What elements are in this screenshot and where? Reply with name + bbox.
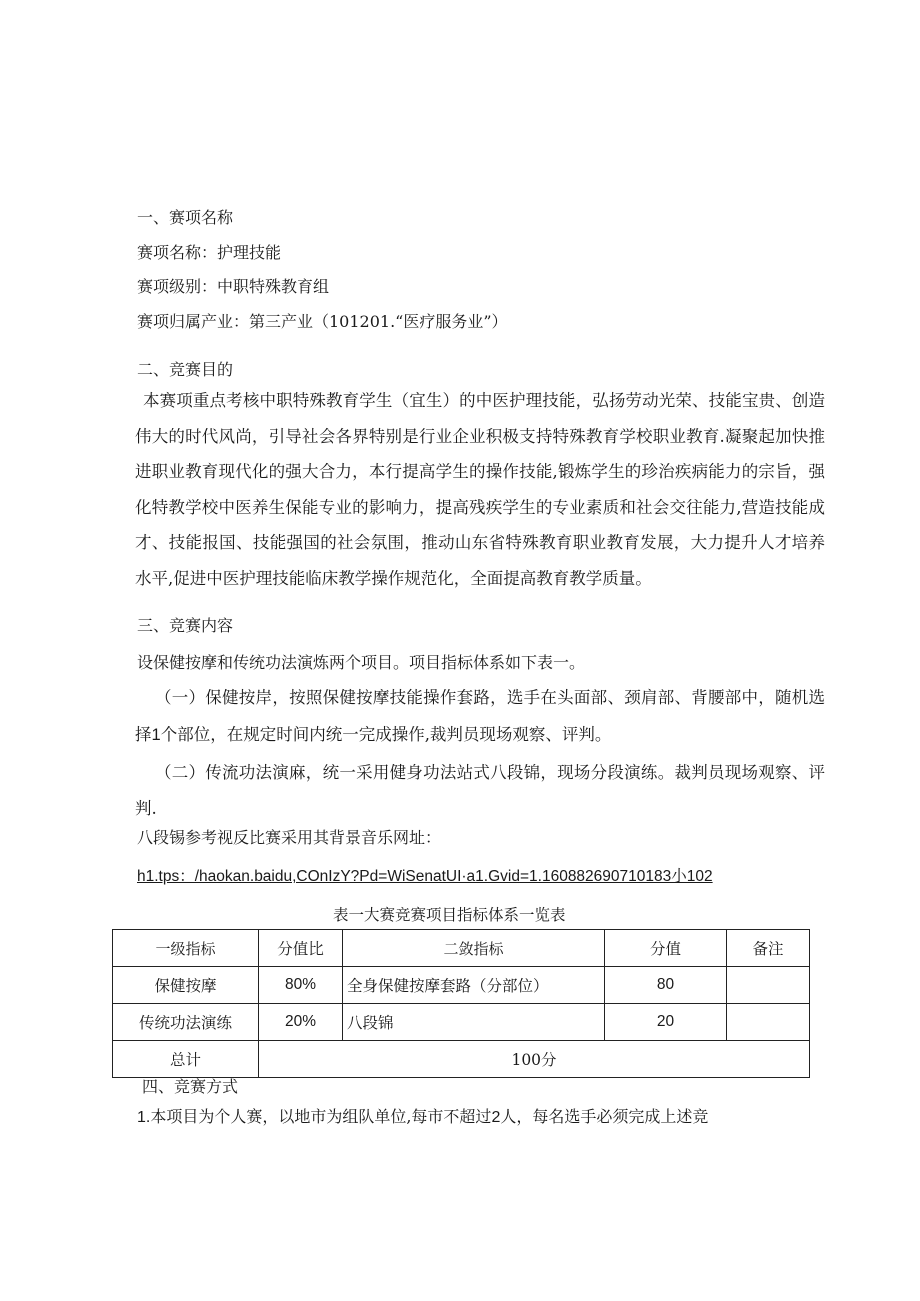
section3-item1 xyxy=(135,680,825,753)
item1-num: 1 xyxy=(151,725,161,744)
section2-heading: 二、竞赛目的 xyxy=(137,360,234,379)
table-cell xyxy=(727,967,810,1004)
table-cell xyxy=(727,1004,810,1041)
section4-item1-num2: 2 xyxy=(491,1109,501,1126)
table-cell: 20% xyxy=(259,1004,343,1041)
table-cell: 80 xyxy=(605,967,727,1004)
table-cell: 八段锦 xyxy=(343,1004,605,1041)
event-level-line: 赛项级别：中职特殊教育组 xyxy=(137,277,330,296)
header-cell: 备注 xyxy=(727,930,810,967)
table-cell: 80% xyxy=(259,967,343,1004)
header-cell: 二敛指标 xyxy=(343,930,605,967)
total-label: 总计 xyxy=(113,1041,259,1078)
section4-item1-text: 本项目为个人赛，以地市为组队单位,每市不超过 xyxy=(150,1107,492,1126)
music-url-link[interactable]: h1.tps：/haokan.baidu,COnIzY?Pd=WiSenatUI·a1.Gvid=1.160882690710183小102 xyxy=(137,868,713,885)
table-row xyxy=(113,1004,810,1041)
table-row xyxy=(113,967,810,1004)
item1-term: 保健按岸 xyxy=(205,689,273,707)
section4-item1 xyxy=(137,1107,708,1128)
section4-heading: 四、竞赛方式 xyxy=(142,1077,239,1096)
total-value: 100分 xyxy=(259,1041,810,1078)
section3-intro: 设保健按摩和传统功法演炼两个项目。项目指标体系如下表一。 xyxy=(137,653,586,672)
table-caption: 表一大赛竞赛项目指标体系一览表 xyxy=(333,906,566,924)
table-cell: 传统功法演练 xyxy=(113,1004,259,1041)
section4-item1-text2: 人，每名选手必须完成上述竞 xyxy=(500,1107,709,1126)
table-total-row xyxy=(113,1041,810,1078)
table-header-row xyxy=(113,930,810,967)
index-table xyxy=(112,929,810,1078)
event-name-line: 赛项名称：护理技能 xyxy=(137,243,282,262)
item1-text2: 个部位，在规定时间内统一完成操作,裁判员现场观察、评判。 xyxy=(160,724,612,744)
table-cell: 保健按摩 xyxy=(113,967,259,1004)
section3-item2: （二）传流功法演麻，统一采用健身功法站式八段锦，现场分段演练。裁判员现场观察、评判. xyxy=(135,763,825,818)
music-line: 八段锡参考视反比赛采用其背景音乐网址： xyxy=(137,828,442,847)
table-cell: 20 xyxy=(605,1004,727,1041)
item1-prefix: （一） xyxy=(155,688,206,707)
event-industry-line: 赛项归属产业：第三产业（101201.“医疗服务业”） xyxy=(137,312,508,331)
header-cell: 分值比 xyxy=(259,930,343,967)
section3-heading: 三、竞赛内容 xyxy=(137,616,234,635)
item1-number: 1. xyxy=(137,1109,151,1126)
header-cell: 一级指标 xyxy=(113,930,259,967)
table-cell: 全身保健按摩套路（分部位） xyxy=(343,967,605,1004)
section2-paragraph: 本赛项重点考核中职特殊教育学生（宜生）的中医护理技能，弘扬劳动光荣、技能宝贵、创造伟大的时代风尚，引导社会各界特别是行业企业积极支持特殊教育学校职业教育.凝聚起加快推进职业教育现代化的强大合力，本行提高学生的操作技能,锻炼学生的珍治疾病能力的宗旨，强化特教学校中医养生保能专业的影响力，提高残疾学生的专业素质和社会交往能力,营造技能成才、技能报国、技能强国的社会氛围，推动山东省特殊教育职业教育发展，大力提升人才培养水平,促进中医护理技能临床教学操作规范化，全面提高教育教学质量。 xyxy=(135,391,825,588)
section1-heading: 一、赛项名称 xyxy=(137,208,234,227)
header-cell: 分值 xyxy=(605,930,727,967)
item1-text: ，按照保健按摩技能操作套路，选手在头面部、颈肩部、背腰部中，随机选择 xyxy=(135,688,826,744)
